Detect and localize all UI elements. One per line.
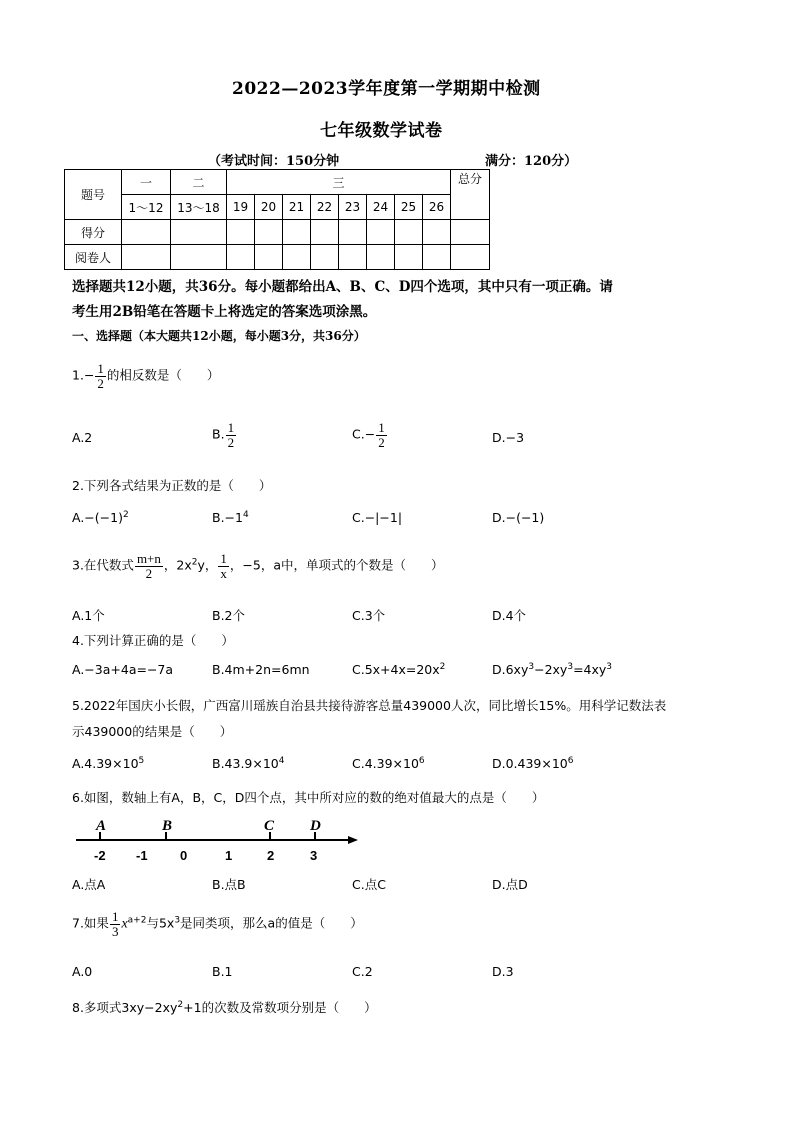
q1-option-a[interactable]: A.2 [72,430,93,445]
axis-tick-label: 0 [180,848,188,863]
cell-num: 22 [311,195,339,220]
score-entry[interactable] [339,220,367,245]
q2-option-c[interactable]: C.−|−1| [352,510,403,525]
cell-num: 26 [423,195,451,220]
q3-option-c[interactable]: C.3个 [352,608,386,623]
cell-total: 总分 [451,170,490,220]
section-heading: 一、选择题（本大题共12小题，每小题3分，共36分） [72,329,366,343]
number-line-arrow [348,836,358,844]
question-5-line2: 示439000的结果是（ ） [72,724,233,739]
axis-tick-label: 1 [225,848,233,863]
cell-sec1: 一 [122,170,171,195]
exam-full-score: 满分：120分） [485,154,578,169]
q7-option-b[interactable]: B.1 [212,964,233,979]
axis-point-label: D [310,818,321,834]
cell-tihao: 题号 [65,170,122,220]
grader-entry[interactable] [339,245,367,270]
score-entry[interactable] [367,220,395,245]
question-4: 4.下列计算正确的是（ ） [72,633,234,648]
score-entry[interactable] [283,220,311,245]
grader-entry[interactable] [423,245,451,270]
q3-option-d[interactable]: D.4个 [492,608,527,623]
q2-option-b[interactable]: $B.-1^4$ [212,510,249,526]
axis-tick-label: -1 [136,848,148,863]
cell-yuejuan: 阅卷人 [65,245,122,270]
axis-point-label: A [96,818,107,834]
q5-option-d[interactable]: $D.0.439\times 10^6$ [492,756,574,772]
q6-option-b[interactable]: B.点B [212,877,246,892]
instructions-line1: 选择题共12小题，共36分。每小题都给出A、B、C、D四个选项，其中只有一项正确。请 [72,279,613,295]
q2-option-a[interactable]: $A.-(-1)^2$ [72,510,129,526]
q1-option-d[interactable]: D.−3 [492,430,525,445]
score-entry[interactable] [255,220,283,245]
q1-option-c[interactable]: C.− $\frac{1}{2}$ [352,420,385,450]
grader-entry[interactable] [395,245,423,270]
cell-num: 21 [283,195,311,220]
grader-entry[interactable] [367,245,395,270]
q4-option-d[interactable]: $D.6xy^3-2xy^3=4xy^3$ [492,662,613,678]
q4-option-b[interactable]: B.4m+2n=6mn [212,662,310,677]
axis-tick-label: 3 [310,848,318,863]
q5-option-a[interactable]: $A.4.39\times 10^5$ [72,756,145,772]
q4-option-a[interactable]: A.−3a+4a=−7a [72,662,174,677]
score-table [64,169,490,270]
q3-option-a[interactable]: A.1个 [72,608,105,623]
exam-title: 2022—2023学年度第一学期期中检测 [232,79,541,99]
score-entry[interactable] [423,220,451,245]
q6-option-c[interactable]: C.点C [352,877,386,892]
q3-option-b[interactable]: B.2个 [212,608,246,623]
score-entry[interactable] [451,220,490,245]
q7-option-c[interactable]: C.2 [352,964,373,979]
score-entry[interactable] [171,220,227,245]
q4-option-c[interactable]: $C.5x+4x=20x^2$ [352,662,446,678]
axis-tick-label: -2 [94,848,106,863]
cell-range1: 1～12 [122,195,171,220]
cell-num: 24 [367,195,395,220]
cell-sec3: 三 [227,170,451,195]
exam-subtitle: 七年级数学试卷 [320,121,443,141]
q6-option-d[interactable]: D.点D [492,877,528,892]
cell-num: 20 [255,195,283,220]
question-5-line1: 5.2022年国庆小长假，广西富川瑶族自治县共接待游客总量439000人次，同比增长15%。用科学记数法表 [72,698,667,713]
q6-option-a[interactable]: A.点A [72,877,106,892]
question-1: 1.− $\frac{1}{2}$ 的相反数是（ ） [72,361,220,391]
score-entry[interactable] [122,220,171,245]
number-line-figure [74,810,360,866]
grader-entry[interactable] [283,245,311,270]
q7-option-d[interactable]: D.3 [492,964,514,979]
question-8: 8.多项式$3xy-2xy^2+1$的次数及常数项分别是（ ） [72,999,377,1015]
instructions-line2: 考生用2B铅笔在答题卡上将选定的答案选项涂黑。 [72,304,377,320]
grader-entry[interactable] [227,245,255,270]
exam-time: （考试时间：150分钟 [208,154,340,169]
cell-sec2: 二 [171,170,227,195]
q1-option-b[interactable]: B. $\frac{1}{2}$ [212,420,235,450]
q7-option-a[interactable]: A.0 [72,964,93,979]
grader-entry[interactable] [311,245,339,270]
cell-num: 19 [227,195,255,220]
q5-option-c[interactable]: $C.4.39\times 10^6$ [352,756,425,772]
cell-defen: 得分 [65,220,122,245]
cell-range2: 13～18 [171,195,227,220]
q5-option-b[interactable]: $B.43.9\times 10^4$ [212,756,285,772]
question-6: 6.如图，数轴上有A，B，C，D四个点，其中所对应的数的绝对值最大的点是（ ） [72,790,545,805]
score-entry[interactable] [227,220,255,245]
question-7: 7.如果 $\frac{1}{3}$ $x^{a+2}$与$5x^3$是同类项，那么a的值是（ ） [72,909,363,939]
cell-num: 25 [395,195,423,220]
grader-entry[interactable] [451,245,490,270]
question-3: 3.在代数式 $\frac{m+n}{2}$ ，$2x^2y$， $\frac{1}{x}$ ，−5，a中，单项式的个数是（ ） [72,551,444,581]
grader-entry[interactable] [122,245,171,270]
axis-tick-label: 2 [267,848,275,863]
score-entry[interactable] [395,220,423,245]
grader-entry[interactable] [171,245,227,270]
axis-point-label: C [264,818,275,834]
question-2: 2.下列各式结果为正数的是（ ） [72,478,272,493]
q2-option-d[interactable]: D.−(−1) [492,510,545,525]
axis-point-label: B [162,818,173,834]
cell-num: 23 [339,195,367,220]
score-entry[interactable] [311,220,339,245]
grader-entry[interactable] [255,245,283,270]
